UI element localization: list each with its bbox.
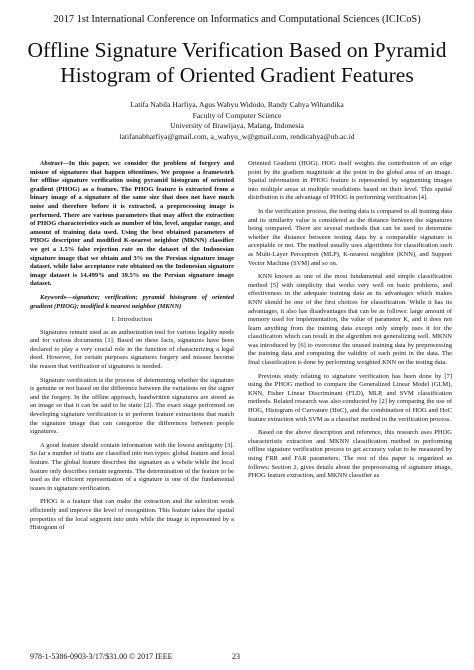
copyright-footer: 978-1-5386-0903-3/17/$31.00 © 2017 IEEE — [30, 652, 173, 661]
left-column — [30, 160, 234, 538]
abstract-text: —In this paper, we consider the problem of forgery and misuse of signatures that happen oftentimes. We propose a framework for offline signature verification using pyramid histogram of oriented gradient (PHOG) as a feature. The PHOG feature is extracted from a binary image of a signature of the same size that does not have much noise and therefore before it is extracted, a preprocessing image is performed. There are various parameters that may affect the extraction of PHOG characteristics such as number of bin, level, angular range, and amount of training data used. Using the best obtained parameters of PHOG descriptor and modified K-nearest neighbor (MKNN) classifier we get a 1.5% false rejection rate on the dataset of the Indonesian signature image that we obtain and 3% on the Persian signature image dataset, while false acceptance rate obtained on the Indonesian signature image dataset is 14.499% and 39.5% on the Persian signature image dataset. — [30, 160, 234, 288]
body-paragraph: KNN known as one of the most fundamental and simple classification method [5] with simplicity that works very well on basic problems, and effectiveness in the adequate training data as its advantages which makes KNN should be one of the first choices for classification. While it has its advantages, it also has disadvantages that can be as follows: large amount of memory used for implementation, the value of parameter K, and it does not learn anything from the training data except only simply uses it for the classification which can result in the algorithm not generalizing well. MKNN was introduced by [6] to overcome the unused training data by preprocessing the training data and computing the validity of each point in the data. The final classification is done by performing weighted KNN on the testing data. — [248, 273, 452, 367]
paper-title — [20, 38, 454, 88]
section-heading-introduction: I. Introduction — [111, 316, 153, 324]
author-block — [0, 100, 474, 142]
right-column — [248, 160, 452, 486]
body-paragraph: In the verification process, the testing data is compared to all training data and its similarity value is considered as the distance between the signatures being compared. There are several methods that can be used to determine whether the distance between testing data by a comparable signature is acceptable or not. The method usually uses algorithms for classification such as Multi-Layer Perceptron (MLP), K-nearest neighbor (KNN), and Support Vector Machine (SVM) and so on. — [248, 207, 452, 267]
keywords-label: Keywords — [40, 293, 66, 301]
keywords-text: —signature; verification; pyramid histogram of oriented gradient (PHOG); modified k nearest neighbor (MKNN) — [30, 293, 234, 310]
keywords — [30, 294, 234, 311]
body-paragraph: Signature verification is the process of determining whether the signature is genuine or not based on the difference between the variations on the signer and the forgery. In the offline approach, handwritten signatures are stored as an image so that it can be said to be static [2]. The exact stage performed on developing signature verification is to perform feature extractions that match the signature image that can categorize the differences between people signatures. — [30, 376, 234, 436]
page-number: 23 — [232, 652, 240, 661]
body-paragraph: Previous study relating to signature verification has been done by [7] using the PHOG method to compare the Generalized Linear Model (GLM), KNN, Fisher Linear Discriminant (FLD), MLP, and SVM classification methods. Related research was also conducted by [2] by comparing the use of HOG, Histogram of Curvature (HoC), and the combination of HOG and HoC feature extraction with SVM as a classifier method in the verification process. — [248, 372, 452, 423]
body-paragraph: Oriented Gradient (HOG). HOG itself weights the contribution of an edge point by the gradient magnitude at the point in the global area of an image. Spatial information in PHOG feature is represented by segmenting images into multiple areas at multiple resolutions based on their level. This spatial distribution is the advantage of PHOG in performing verification [4]. — [248, 160, 452, 202]
author-emails: latifanabharfiya@gmail.com, a_wahyu_w@gmail.com, rendicahya@ub.ac.id — [119, 131, 355, 141]
body-paragraph: Based on the above description and reference, this research uses PHOG characteristic extraction and MKNN classification method in performing offline signature verification process to get accuracy value to be measured by using FRR and FAR parameters. The rest of this paper is organized as follows: Section 2, gives details about the preprocessing of signature image, PHOG feature extraction, and MKNN classifier as — [248, 429, 452, 480]
body-paragraph: A good feature should contain information with the lowest ambiguity [3]. So far a number of traits are classified into two types: global feature and local feature. The global feature describes the signature as a whole while the local feature only describes certain segments. The determination of the feature to be used as the efficient representation of a signature is one of the fundamental issues in signature verification. — [30, 441, 234, 492]
affiliation-faculty: Faculty of Computer Science — [192, 110, 282, 120]
title-line-1: Offline Signature Verification Based on Pyramid — [27, 38, 447, 62]
body-paragraph: PHOG is a feature that can make the extraction and the selection work efficiently and improve the level of recognition. This feature takes the spatial properties of the local segment into units while the image is represented by a Histogram of — [30, 498, 234, 532]
author-names: Latifa Nabila Harfiya, Agus Wahyu Widodo, Randy Cahya Wihandika — [130, 100, 344, 109]
conference-header: 2017 1st International Conference on Informatics and Computational Sciences (ICICoS) — [53, 14, 421, 25]
title-line-2: Histogram of Oriented Gradient Features — [60, 63, 414, 87]
body-paragraph: Signatures remain used as an authorization tool for various legality needs and for various documents [1]. Based on these facts, signatures have been declared to play a very crucial role in the function of characterizing a legal deed. However, for certain purposes signatures forgery and misuse become the reason that verification of signatures is needed. — [30, 328, 234, 371]
affiliation-university: University of Brawijaya, Malang, Indonesia — [170, 121, 304, 130]
abstract-label: Abstract — [40, 160, 63, 167]
abstract — [30, 160, 234, 289]
